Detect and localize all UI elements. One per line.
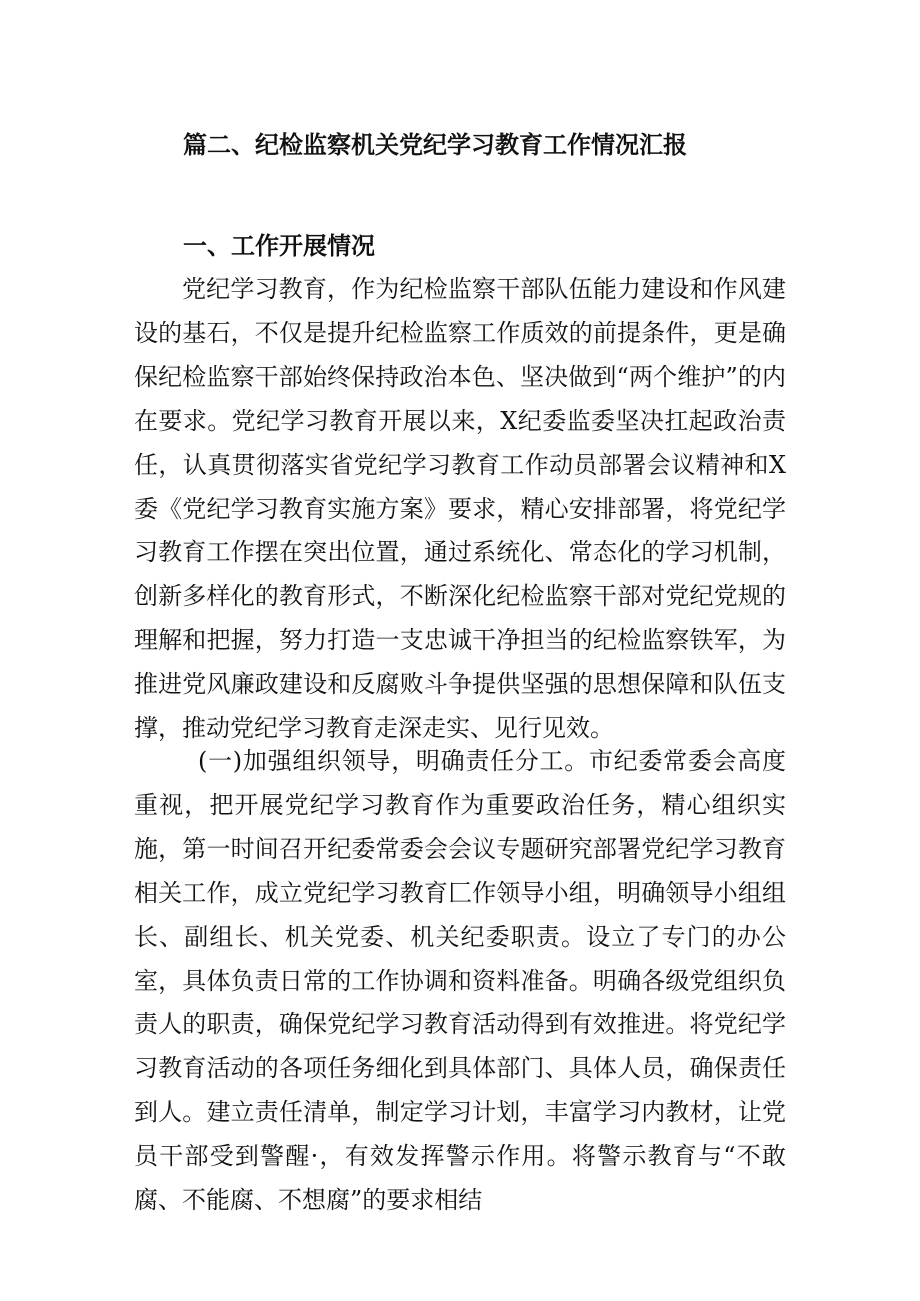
paragraph-block-1: [134, 268, 786, 751]
document-title: 篇二、纪检监察机关党纪学习教育工作情况汇报: [183, 130, 687, 159]
paragraph-block-2: [134, 740, 786, 1223]
section-heading: 一、工作开展情况: [183, 231, 375, 260]
body-paragraph: (一)加强组织领导，明确责任分工。市纪委常委会高度重视，把开展党纪学习教育作为重要政治任务，精心组织实施，第一时间召开纪委常委会会议专题研究部署党纪学习教育相关工作，成立党纪学习教育匚作领导小组，明确领导小组组长、副组长、机关党委、机关纪委职责。设立了专门的办公室，具体负责日常的工作协调和资料准备。明确各级党组织负责人的职责，确保党纪学习教育活动得到有效推进。将党纪学习教育活动的各项任务细化到具体部门、具体人员，确保责任到人。建立责任清单，制定学习计划，丰富学习内教材，让党员干部受到警醒·，有效发挥警示作用。将警示教育与“不敢腐、不能腐、不想腐”的要求相结: [134, 747, 786, 1215]
body-paragraph: 党纪学习教育，作为纪检监察干部队伍能力建设和作风建设的基石，不仅是提升纪检监察工作质效的前提条件，更是确保纪检监察干部始终保持政治本色、坚决做到“两个维护”的内在要求。党纪学习教育开展以来，X纪委监委坚决扛起政治责任，认真贯彻落实省党纪学习教育工作动员部署会议精神和X委《党纪学习教育实施方案》要求，精心安排部署，将党纪学习教育工作摆在突出位置，通过系统化、常态化的学习机制，创新多样化的教育形式，不断深化纪检监察干部对党纪党规的理解和把握，努力打造一支忠诚干净担当的纪检监察铁军，为推进党风廉政建设和反腐败斗争提供坚强的思想保障和队伍支撑，推动党纪学习教育走深走实、见行见效。: [134, 275, 786, 743]
